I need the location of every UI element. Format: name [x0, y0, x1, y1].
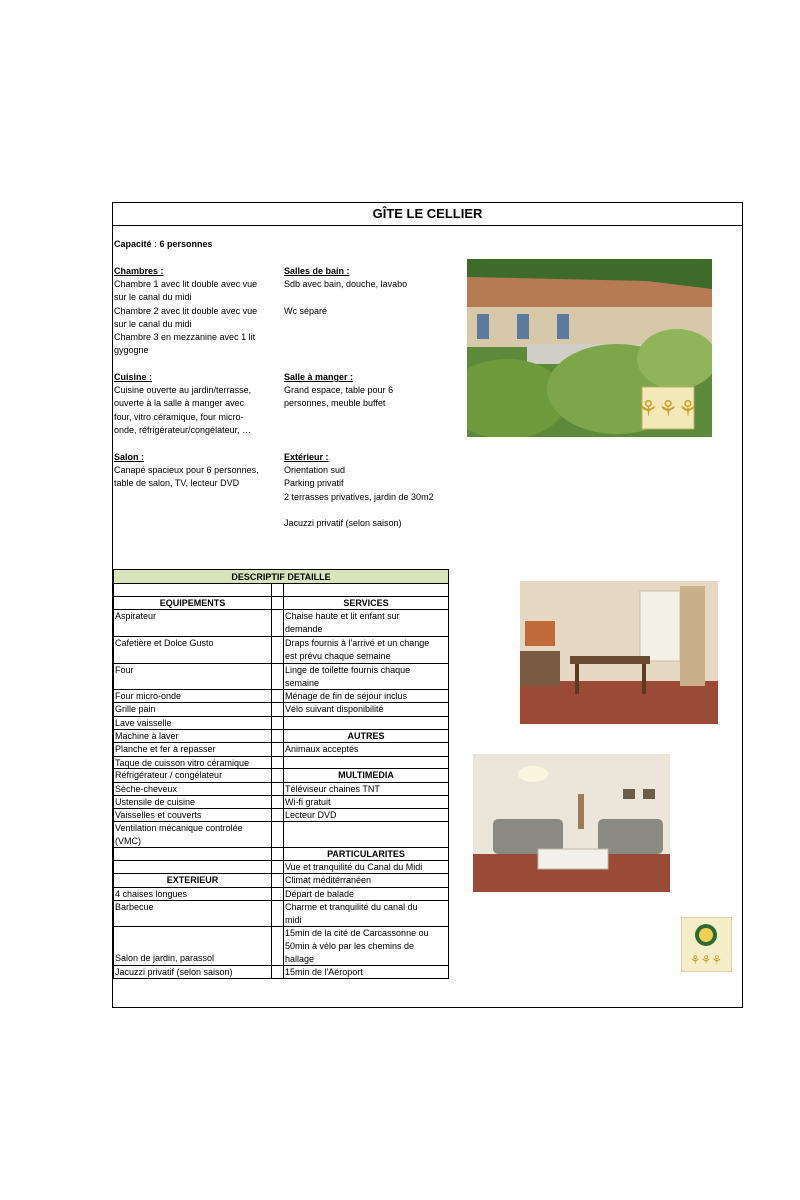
table-row: [113, 888, 449, 901]
table-cell-service: Lecteur DVD: [285, 810, 337, 820]
table-cell-equipment: Vaisselles et couverts: [114, 809, 272, 821]
page-title: GÎTE LE CELLIER: [112, 202, 743, 226]
table-cell-service: Charme et tranquilité du canal du midi: [285, 902, 418, 926]
table-cell-spacer: [272, 822, 284, 847]
table-header: DESCRIPTIF DETAILLE: [113, 569, 449, 584]
table-cell-spacer: [272, 901, 284, 926]
table-cell-service: [284, 717, 448, 729]
table-cell-equipment: Ustensile de cuisine: [114, 796, 272, 808]
table-cell-service: Draps fournis à l'arrivé et un change est prévu chaque semaine: [285, 638, 430, 662]
table-cell-service: Vue et tranquilité du Canal du Midi: [285, 862, 423, 872]
table-row: [113, 690, 449, 703]
table-row: [113, 743, 449, 757]
table-row: [113, 730, 449, 743]
table-row: [113, 874, 449, 888]
table-cell-service: 15min de l'Aéroport: [285, 967, 363, 977]
table-cell-spacer: [272, 927, 284, 965]
table-cell-equipment: Four: [114, 664, 272, 689]
table-cell-spacer: [272, 584, 284, 596]
table-cell-service: [284, 822, 448, 847]
exterieur-text: Orientation sud Parking privatif 2 terrasses privatives, jardin de 30m2 Jacuzzi privatif (selon saison): [284, 465, 434, 529]
table-cell-service: MULTIMEDIA: [338, 770, 394, 780]
table-cell-equipment: [114, 861, 272, 873]
table-cell-equipment: Lave vaisselle: [114, 717, 272, 729]
table-cell-spacer: [272, 757, 284, 768]
table-cell-spacer: [272, 861, 284, 873]
table-cell-spacer: [272, 966, 284, 978]
table-cell-equipment: Four micro-onde: [114, 690, 272, 702]
label-badge-icon: [681, 917, 732, 972]
table-cell-spacer: [272, 743, 284, 756]
exterieur-label: Extérieur :: [284, 452, 329, 462]
table-row: [113, 809, 449, 822]
table-row: [113, 966, 449, 979]
table-cell-spacer: [272, 717, 284, 729]
table-cell-equipment: Sèche-cheveux: [114, 783, 272, 795]
living-room-photo: [473, 754, 670, 892]
table-cell-service: SERVICES: [343, 598, 389, 608]
table-cell-equipment: [114, 848, 272, 860]
table-cell-spacer: [272, 637, 284, 663]
table-row: [113, 664, 449, 690]
table-cell-service: Climat méditérranéen: [285, 875, 372, 885]
svg-text:⚘⚘⚘: ⚘⚘⚘: [638, 397, 698, 422]
table-cell-equipment: 4 chaises longues: [114, 888, 272, 900]
table-row: [113, 848, 449, 861]
table-cell-equipment: EXTERIEUR: [114, 874, 272, 887]
table-cell-service: PARTICULARITES: [327, 849, 405, 859]
table-cell-service: 15min de la cité de Carcassonne ou 50min à vélo par les chemins de hallage: [285, 928, 429, 965]
table-cell-equipment: Cafetière et Dolce Gusto: [114, 637, 272, 663]
table-cell-service: Téléviseur chaines TNT: [285, 784, 380, 794]
table-cell-equipment: [114, 584, 272, 596]
salles-de-bain-label: Salles de bain :: [284, 266, 350, 276]
table-cell-equipment: Réfrigérateur / congélateur: [114, 769, 272, 782]
table-cell-service: AUTRES: [347, 731, 385, 741]
table-row: [113, 822, 449, 848]
table-cell-service: [284, 757, 448, 768]
table-row: [113, 703, 449, 717]
cuisine-label: Cuisine :: [114, 372, 153, 382]
cuisine-text: Cuisine ouverte au jardin/terrasse, ouverte à la salle à manger avec four, vitro céramique, four micro- onde, réfrigérateur/congélateur, …: [114, 385, 252, 435]
table-cell-service: Chaise haute et lit enfant sur demande: [285, 611, 400, 635]
chambres-text: Chambre 1 avec lit double avec vue sur le canal du midi Chambre 2 avec lit double avec vue sur le canal du midi Chambre 3 en mezzanine avec 1 lit gygogne: [114, 279, 258, 356]
table-cell-spacer: [272, 703, 284, 716]
table-row: [113, 637, 449, 664]
table-cell-spacer: [272, 769, 284, 782]
table-cell-service: Linge de toilette fournis chaque semaine: [285, 665, 411, 689]
table-cell-service: Départ de balade: [285, 889, 355, 899]
table-cell-spacer: [272, 809, 284, 821]
table-cell-equipment: Barbecue: [114, 901, 272, 926]
table-cell-spacer: [272, 690, 284, 702]
table-cell-spacer: [272, 848, 284, 860]
table-row: [113, 717, 449, 730]
table-cell-equipment: Jacuzzi privatif (selon saison): [114, 966, 272, 978]
table-cell-equipment: Aspirateur: [114, 610, 272, 636]
table-cell-spacer: [272, 730, 284, 742]
capacity: Capacité : 6 personnes: [114, 239, 213, 249]
table-cell-spacer: [272, 664, 284, 689]
salon-text: Canapé spacieux pour 6 personnes, table de salon, TV, lecteur DVD: [114, 465, 259, 489]
svg-text:⚘⚘⚘: ⚘⚘⚘: [689, 953, 723, 967]
table-cell-equipment: EQUIPEMENTS: [114, 597, 272, 609]
table-row: [113, 584, 449, 597]
salles-de-bain-text: Sdb avec bain, douche, lavabo Wc séparé: [284, 279, 408, 316]
salle-a-manger-text: Grand espace, table pour 6 personnes, meuble buffet: [284, 385, 394, 409]
table-cell-spacer: [272, 874, 284, 887]
table-row: [113, 757, 449, 769]
table-cell-service: Wi-fi gratuit: [285, 797, 331, 807]
table-cell-equipment: Machine à laver: [114, 730, 272, 742]
table-cell-spacer: [272, 796, 284, 808]
table-cell-service: Animaux acceptés: [285, 744, 359, 754]
table-cell-equipment: Salon de jardin, parassol: [114, 927, 272, 965]
table-cell-service: Ménage de fin de séjour inclus: [285, 691, 408, 701]
table-row: [113, 901, 449, 927]
table-row: [113, 597, 449, 610]
table-cell-service: [284, 584, 448, 596]
table-cell-spacer: [272, 597, 284, 609]
table-cell-spacer: [272, 888, 284, 900]
salle-a-manger-label: Salle à manger :: [284, 372, 354, 382]
chambres-label: Chambres :: [114, 266, 164, 276]
table-row: [113, 783, 449, 796]
table-row: [113, 796, 449, 809]
table-row: [113, 610, 449, 637]
table-cell-equipment: Ventilation mécanique controlée (VMC): [114, 822, 272, 847]
house-exterior-photo: [467, 259, 712, 437]
table-row: [113, 927, 449, 966]
table-cell-equipment: Taque de cuisson vitro céramique: [114, 757, 272, 768]
dining-room-photo: [520, 581, 718, 724]
table-row: [113, 861, 449, 874]
table-cell-service: Vélo suivant disponibilité: [285, 704, 384, 714]
table-cell-spacer: [272, 783, 284, 795]
table-cell-spacer: [272, 610, 284, 636]
table-row: [113, 769, 449, 783]
salon-label: Salon :: [114, 452, 145, 462]
details-table: [113, 569, 449, 979]
table-cell-equipment: Planche et fer à repasser: [114, 743, 272, 756]
table-cell-equipment: Grille pain: [114, 703, 272, 716]
